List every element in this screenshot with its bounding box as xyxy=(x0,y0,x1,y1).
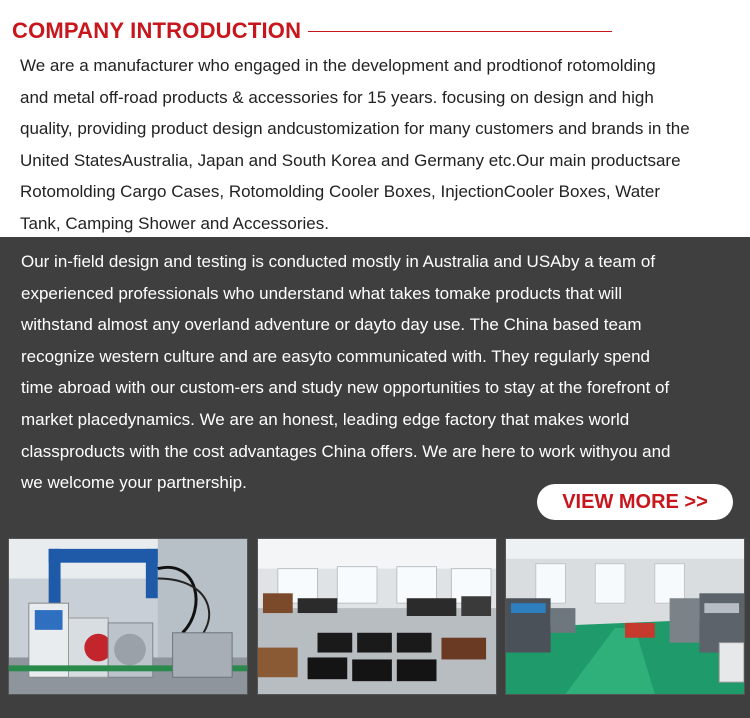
warehouse-photo[interactable] xyxy=(257,538,497,695)
intro-line: Rotomolding Cargo Cases, Rotomolding Cooler Boxes, InjectionCooler Boxes, Water xyxy=(20,182,661,202)
team-line: market placedynamics. We are an honest, leading edge factory that makes world xyxy=(21,409,630,429)
intro-line: and metal off-road products & accessories for 15 years. focusing on design and high xyxy=(20,87,654,107)
team-line: withstand almost any overland adventure or dayto day use. The China based team xyxy=(21,315,642,335)
intro-line: United StatesAustralia, Japan and South Korea and Germany etc.Our main productsare xyxy=(20,150,681,170)
heading-row xyxy=(12,18,612,46)
section-title: COMPANY INTRODUCTION xyxy=(12,18,302,43)
foam-machine-image xyxy=(9,539,247,694)
team-line: classproducts with the cost advantages China offers. We are here to work withyou and xyxy=(21,441,671,461)
team-line: recognize western culture and are easyto communicated with. They regularly spend xyxy=(21,346,651,366)
team-line: we welcome your partnership. xyxy=(21,473,247,493)
intro-paragraph xyxy=(20,50,690,240)
team-line: experienced professionals who understand what takes tomake products that will xyxy=(21,283,623,303)
intro-line: Tank, Camping Shower and Accessories. xyxy=(20,213,329,233)
factory-floor-image xyxy=(506,539,744,694)
team-line: time abroad with our custom-ers and study new opportunities to stay at the forefront of xyxy=(21,378,670,398)
team-line: Our in-field design and testing is conducted mostly in Australia and USAby a team of xyxy=(21,252,656,271)
foam-machine-photo[interactable] xyxy=(8,538,248,695)
intro-line: quality, providing product design andcustomization for many customers and brands in the xyxy=(20,119,690,139)
company-intro-section xyxy=(0,0,750,237)
factory-floor-photo[interactable] xyxy=(505,538,745,695)
team-paragraph xyxy=(21,246,671,499)
intro-line: We are a manufacturer who engaged in the development and prodtionof rotomolding xyxy=(20,56,656,75)
title-divider xyxy=(308,31,612,32)
team-section xyxy=(0,237,750,718)
warehouse-image xyxy=(258,539,496,694)
view-more-button[interactable]: VIEW MORE >> xyxy=(537,484,733,520)
